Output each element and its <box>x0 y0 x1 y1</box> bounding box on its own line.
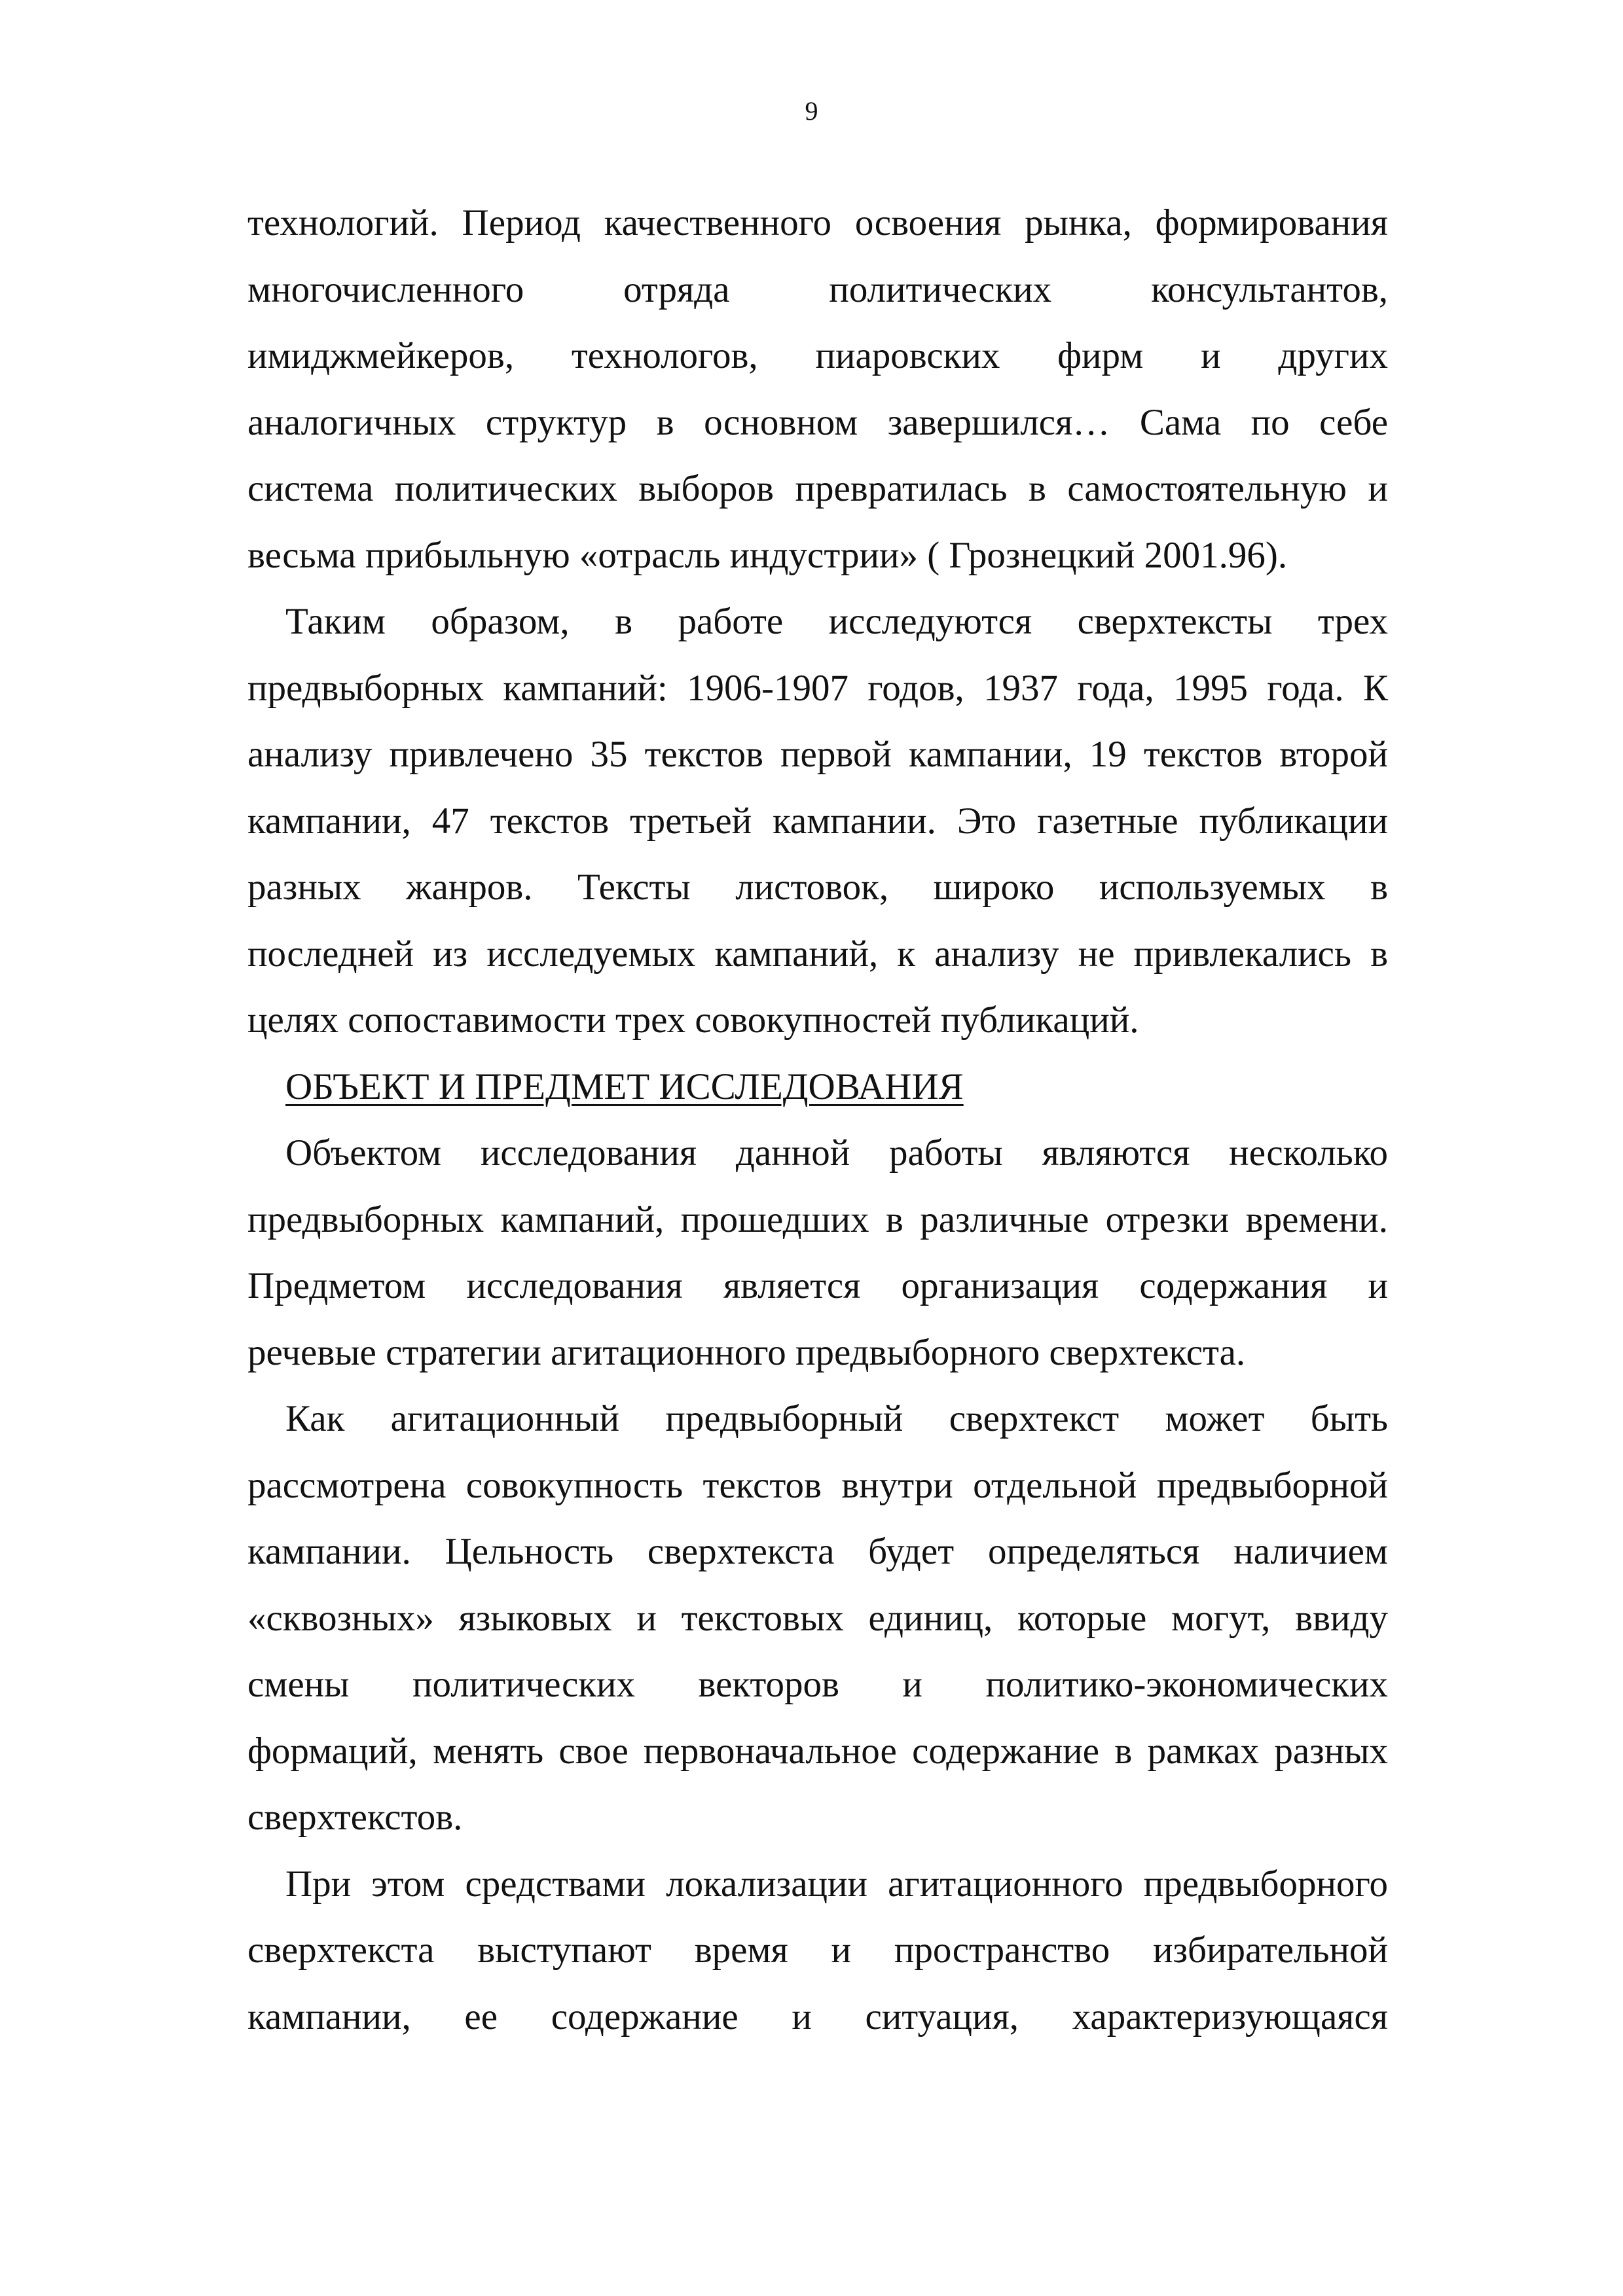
text-line: сверхтекстов. <box>247 1797 463 1838</box>
text-line: Объектом исследования данной работы являются несколько <box>285 1132 1388 1174</box>
text-line: кампании, 47 текстов третьей кампании. Это газетные публикации <box>247 800 1388 842</box>
paragraph-3 <box>247 1120 1388 1386</box>
text-line: многочисленного отряда политических консультантов, <box>247 268 1388 310</box>
text-line: целях сопоставимости трех совокупностей публикаций. <box>247 999 1139 1041</box>
text-line: смены политических векторов и политико-экономических <box>247 1664 1388 1705</box>
text-line: кампании. Цельность сверхтекста будет определяться наличием <box>247 1531 1388 1572</box>
section-heading: ОБЪЕКТ И ПРЕДМЕТ ИССЛЕДОВАНИЯ <box>285 1066 964 1107</box>
text-line: рассмотрена совокупность текстов внутри отдельной предвыборной <box>247 1464 1388 1506</box>
text-line: кампании, ее содержание и ситуация, характеризующаяся <box>247 1996 1388 2037</box>
text-line: система политических выборов превратилась в самостоятельную и <box>247 468 1388 509</box>
paragraph-5 <box>247 1851 1388 2051</box>
page-body <box>247 190 1388 2050</box>
paragraph-4 <box>247 1386 1388 1851</box>
text-line: аналогичных структур в основном завершился… Сама по себе <box>247 401 1388 443</box>
paragraph-2 <box>247 588 1388 1054</box>
text-line: При этом средствами локализации агитационного предвыборного <box>285 1863 1388 1905</box>
text-line: предвыборных кампаний: 1906-1907 годов, 1937 года, 1995 года. К <box>247 667 1388 709</box>
paragraph-1 <box>247 190 1388 588</box>
page-number: 9 <box>805 96 818 126</box>
text-line: весьма прибыльную «отрасль индустрии» ( Грознецкий 2001.96). <box>247 534 1288 576</box>
text-line: Как агитационный предвыборный сверхтекст может быть <box>285 1398 1388 1439</box>
text-line: сверхтекста выступают время и пространство избирательной <box>247 1929 1388 1971</box>
text-line: анализу привлечено 35 текстов первой кампании, 19 текстов второй <box>247 734 1388 775</box>
text-line: технологий. Период качественного освоения рынка, формирования <box>247 202 1388 243</box>
text-line: имиджмейкеров, технологов, пиаровских фирм и других <box>247 335 1388 376</box>
text-line: разных жанров. Тексты листовок, широко используемых в <box>247 867 1388 908</box>
text-line: последней из исследуемых кампаний, к анализу не привлекались в <box>247 933 1388 975</box>
text-line: речевые стратегии агитационного предвыборного сверхтекста. <box>247 1331 1246 1373</box>
text-line: «сквозных» языковых и текстовых единиц, которые могут, ввиду <box>247 1597 1388 1639</box>
text-line: формаций, менять свое первоначальное содержание в рамках разных <box>247 1730 1388 1772</box>
text-line: Предметом исследования является организация содержания и <box>247 1265 1388 1306</box>
text-line: предвыборных кампаний, прошедших в различные отрезки времени. <box>247 1198 1388 1240</box>
text-line: Таким образом, в работе исследуются сверхтексты трех <box>285 601 1388 642</box>
